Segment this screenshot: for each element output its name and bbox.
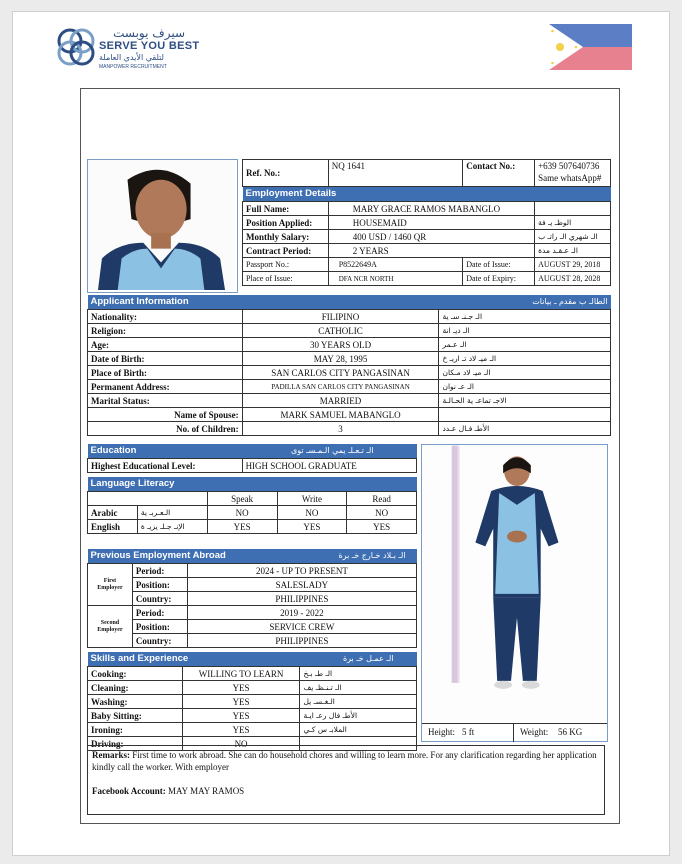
education-table [87, 444, 417, 473]
facebook-line [92, 785, 600, 797]
children-label: No. of Children: [88, 422, 243, 436]
height-value: 5 ft [462, 727, 475, 737]
language-header: Language Literacy [88, 477, 417, 492]
second-employer-label: Second Employer [88, 606, 133, 648]
contract-label: Contract Period: [243, 244, 329, 258]
fullbody-photo [421, 444, 608, 742]
contract-arabic: الـ عـقـد مدة [535, 244, 611, 258]
salary-arabic: الـ شهري الـ راتـ ب [535, 230, 611, 244]
spouse-label: Name of Spouse: [88, 408, 243, 422]
table-row [243, 272, 611, 286]
previous-employment-table [87, 549, 417, 648]
education-label: Highest Educational Level: [88, 459, 243, 473]
expiry-label: Date of Expiry: [463, 272, 535, 286]
position-label: Position: [132, 620, 187, 634]
cooking-value: WILLING TO LEARN [182, 667, 300, 681]
table-row [88, 723, 417, 737]
arabic-speak: NO [207, 506, 277, 520]
table-row [88, 592, 417, 606]
salary-value: 400 USD / 1460 QR [328, 230, 534, 244]
height-label: Height: [428, 727, 455, 737]
table-row [88, 338, 611, 352]
position-label: Position: [132, 578, 187, 592]
position-label: Position Applied: [243, 216, 329, 230]
language-table [87, 477, 417, 534]
second-period: 2019 - 2022 [187, 606, 416, 620]
washing-label: Washing: [88, 695, 183, 709]
dob-arabic: الـ ميـ لاد تـ اريـ خ [439, 352, 611, 366]
issue-value: AUGUST 29, 2018 [535, 258, 611, 272]
table-row [88, 667, 417, 681]
applicant-header-title: Applicant Information [90, 296, 189, 307]
babysitting-value: YES [182, 709, 300, 723]
ref-value: NQ 1641 [328, 160, 462, 187]
weight-value: 56 KG [558, 727, 583, 737]
issue-label: Date of Issue: [463, 258, 535, 272]
place-issue-label: Place of Issue: [243, 272, 329, 286]
table-row [88, 459, 417, 473]
table-row [88, 506, 417, 520]
table-row [88, 492, 417, 506]
passport-label: Passport No.: [243, 258, 329, 272]
expiry-value: AUGUST 28, 2028 [535, 272, 611, 286]
table-row [243, 202, 611, 216]
nationality-label: Nationality: [88, 310, 243, 324]
fullname-arabic [535, 202, 611, 216]
table-row [88, 564, 417, 578]
table-row [88, 380, 611, 394]
cooking-label: Cooking: [88, 667, 183, 681]
employment-table [242, 159, 611, 286]
measurements-row [422, 723, 607, 742]
previous-header-arabic: الـ بـلاد خـارج خـ برة [338, 551, 406, 560]
applicant-header [88, 295, 611, 310]
driving-value: NO [182, 737, 300, 751]
arabic-lang-arabic: الـعـربـ ية [137, 506, 207, 520]
country-label: Country: [132, 592, 187, 606]
measurements-divider [513, 724, 514, 742]
table-row [88, 366, 611, 380]
logo-knot-icon [55, 26, 97, 68]
washing-value: YES [182, 695, 300, 709]
language-corner [88, 492, 208, 506]
table-row [88, 681, 417, 695]
pob-arabic: الـ ميـ لاد مـكان [439, 366, 611, 380]
english-write: YES [277, 520, 347, 534]
english-lang-label: English [88, 520, 138, 534]
facebook-label: Facebook Account: [92, 786, 166, 796]
period-label: Period: [132, 606, 187, 620]
dob-label: Date of Birth: [88, 352, 243, 366]
age-label: Age: [88, 338, 243, 352]
philippine-flag-icon [549, 24, 632, 70]
pob-label: Place of Birth: [88, 366, 243, 380]
second-position: SERVICE CREW [187, 620, 416, 634]
remarks-text: First time to work abroad. She can do household chores and willing to learn more. For any clarification regarding her application kindly call the worker. With employer [92, 750, 597, 772]
ironing-value: YES [182, 723, 300, 737]
address-label: Permanent Address: [88, 380, 243, 394]
marital-value: MARRIED [242, 394, 439, 408]
table-row [88, 352, 611, 366]
dob-value: MAY 28, 1995 [242, 352, 439, 366]
arabic-read: NO [347, 506, 417, 520]
contract-value: 2 YEARS [328, 244, 534, 258]
education-header-title: Education [90, 445, 137, 456]
skills-header-title: Skills and Experience [90, 653, 189, 664]
skills-header-arabic: الـ عمـل خـ برة [342, 654, 394, 663]
english-read: YES [347, 520, 417, 534]
religion-label: Religion: [88, 324, 243, 338]
cleaning-label: Cleaning: [88, 681, 183, 695]
arabic-lang-label: Arabic [88, 506, 138, 520]
first-position: SALESLADY [187, 578, 416, 592]
table-row [88, 634, 417, 648]
table-row [88, 324, 611, 338]
cleaning-arabic: الـ تـنـظـ يف [300, 681, 417, 695]
remarks-line [92, 749, 600, 773]
logo-subtitle: MANPOWER RECRUITMENT [99, 64, 167, 70]
salary-label: Monthly Salary: [243, 230, 329, 244]
second-country: PHILIPPINES [187, 634, 416, 648]
applicant-table [87, 295, 611, 436]
table-row [88, 578, 417, 592]
applicant-fullbody-icon [422, 445, 605, 721]
applicant-header-arabic: الطالـ ب مقدم ـ بيانات [532, 297, 608, 306]
write-header: Write [277, 492, 347, 506]
place-issue-value: DFA NCR NORTH [328, 272, 462, 286]
document-page [12, 11, 670, 856]
first-country: PHILIPPINES [187, 592, 416, 606]
table-row [88, 709, 417, 723]
religion-arabic: الـ ديـ انة [439, 324, 611, 338]
skills-header [88, 652, 417, 667]
facebook-value: MAY MAY RAMOS [168, 786, 245, 796]
speak-header: Speak [207, 492, 277, 506]
age-arabic: الـ عـمر [439, 338, 611, 352]
table-row [88, 606, 417, 620]
age-value: 30 YEARS OLD [242, 338, 439, 352]
arabic-write: NO [277, 506, 347, 520]
fullname-value: MARY GRACE RAMOS MABANGLO [328, 202, 534, 216]
children-value: 3 [242, 422, 439, 436]
driving-label: Driving: [88, 737, 183, 751]
babysitting-label: Baby Sitting: [88, 709, 183, 723]
education-header [88, 444, 417, 459]
contact-label: Contact No.: [463, 160, 535, 187]
position-arabic: الوظـ يـ فة [535, 216, 611, 230]
position-value: HOUSEMAID [328, 216, 534, 230]
ironing-arabic: الملابـ س كـي [300, 723, 417, 737]
ref-label: Ref. No.: [243, 160, 329, 187]
table-row [88, 422, 611, 436]
english-speak: YES [207, 520, 277, 534]
spouse-value: MARK SAMUEL MABANGLO [242, 408, 439, 422]
table-row [243, 216, 611, 230]
washing-arabic: الـغـسـ يل [300, 695, 417, 709]
fullname-label: Full Name: [243, 202, 329, 216]
table-row [88, 408, 611, 422]
table-row [88, 310, 611, 324]
cleaning-value: YES [182, 681, 300, 695]
ironing-label: Ironing: [88, 723, 183, 737]
spouse-arabic [439, 408, 611, 422]
babysitting-arabic: الأطـ فال رعـ ايـة [300, 709, 417, 723]
logo-name: SERVE YOU BEST [99, 40, 200, 52]
children-arabic: الأطـ فـال عـدد [439, 422, 611, 436]
contact-number: +639 507640736 [538, 161, 600, 171]
nationality-arabic: الـ جـنـ سـ ية [439, 310, 611, 324]
period-label: Period: [132, 564, 187, 578]
table-row [243, 258, 611, 272]
passport-value: P8522649A [328, 258, 462, 272]
company-logo [55, 26, 205, 72]
pob-value: SAN CARLOS CITY PANGASINAN [242, 366, 439, 380]
table-row [88, 394, 611, 408]
skills-table [87, 652, 417, 751]
table-row [88, 695, 417, 709]
contact-note: Same whatsApp# [538, 173, 602, 183]
logo-arabic-sub: لتلقي الأيدي العاملة [99, 53, 164, 62]
cooking-arabic: الـ طـ بـخ [300, 667, 417, 681]
education-header-arabic: الـ تـعـلـ يمي الـمـسـ توى [290, 446, 374, 455]
cv-form [80, 88, 620, 824]
first-employer-label: First Employer [88, 564, 133, 606]
first-period: 2024 - UP TO PRESENT [187, 564, 416, 578]
country-label: Country: [132, 634, 187, 648]
previous-header-title: Previous Employment Abroad [90, 550, 226, 561]
english-lang-arabic: الإنـ جـلـ يزيـ ة [137, 520, 207, 534]
table-row [243, 244, 611, 258]
employment-header: Employment Details [243, 187, 611, 202]
logo-arabic: سيرف يوبست [113, 26, 185, 40]
remarks-box [87, 745, 605, 815]
applicant-photo [87, 159, 238, 293]
table-row [243, 230, 611, 244]
nationality-value: FILIPINO [242, 310, 439, 324]
marital-arabic: الاجـ تماعـ ية الحـالـة [439, 394, 611, 408]
marital-label: Marital Status: [88, 394, 243, 408]
address-arabic: الـ عـ نوان [439, 380, 611, 394]
contact-value [535, 160, 611, 187]
religion-value: CATHOLIC [242, 324, 439, 338]
table-row [88, 620, 417, 634]
table-row [88, 520, 417, 534]
read-header: Read [347, 492, 417, 506]
ref-row [243, 160, 611, 187]
remarks-label: Remarks: [92, 750, 130, 760]
applicant-portrait-icon [88, 160, 235, 290]
weight-label: Weight: [520, 727, 549, 737]
previous-header [88, 549, 417, 564]
address-value: PADILLA SAN CARLOS CITY PANGASINAN [242, 380, 439, 394]
education-value: HIGH SCHOOL GRADUATE [242, 459, 416, 473]
